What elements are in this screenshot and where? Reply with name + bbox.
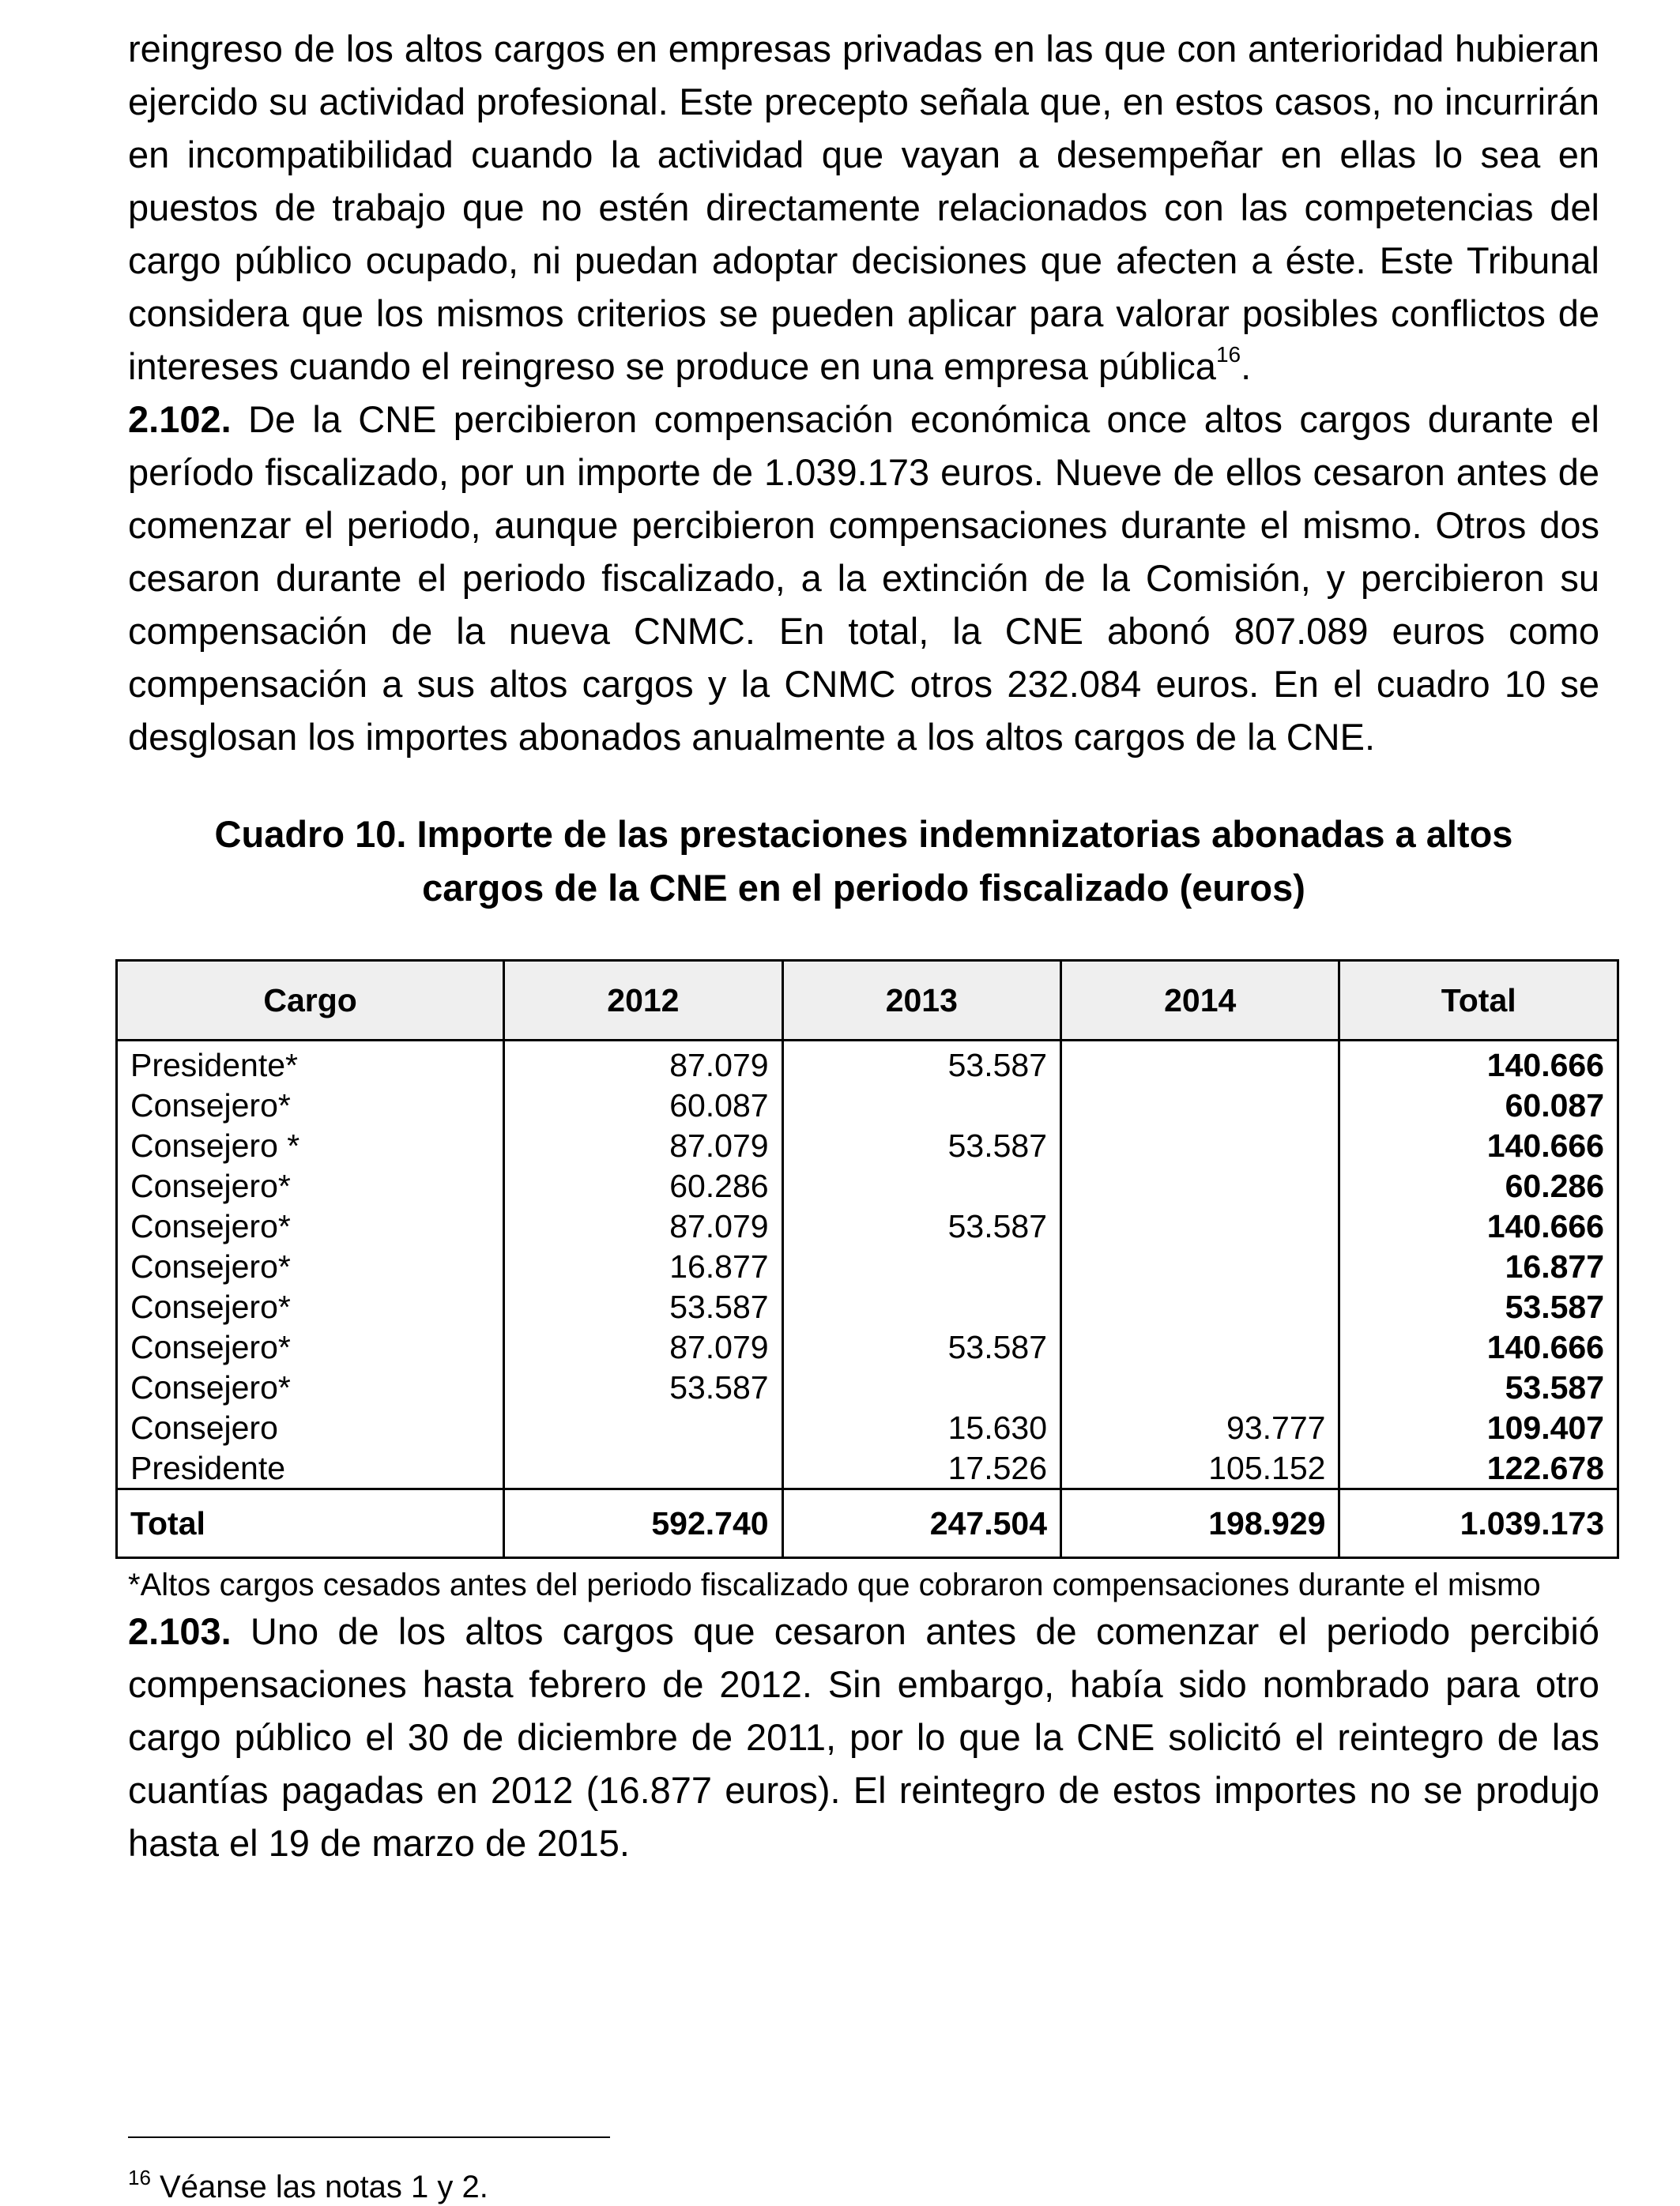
footnote-16: $^{16}$ Véanse las notas 1 y 2.	[128, 2166, 488, 2204]
header-2014: 2014	[1061, 961, 1339, 1041]
table-row: Consejero* 87.079 53.587 140.666	[117, 1206, 1618, 1246]
header-total: Total	[1339, 961, 1618, 1041]
paragraph-2-103: 2.103. Uno de los altos cargos que cesaron antes de comenzar el periodo percibió compensaciones hasta febrero de 2012. Sin embargo, había sido nombrado para otro cargo público el 30 de diciembre de 2011, por lo que la CNE solicitó el reintegro de las cuantías pagadas en 2012 (16.877 euros). El reintegro de estos importes no se produjo hasta el 19 de marzo de 2015.	[128, 1610, 1599, 1864]
table-row: Consejero* 53.587 53.587	[117, 1286, 1618, 1327]
header-2012: 2012	[504, 961, 782, 1041]
table-row: Consejero* 87.079 53.587 140.666	[117, 1327, 1618, 1367]
table-row: Consejero* 60.087 60.087	[117, 1085, 1618, 1125]
table-row: Presidente 17.526 105.152 122.678	[117, 1447, 1618, 1489]
document-page	[128, 22, 1604, 2204]
table-row: Presidente* 87.079 53.587 140.666	[117, 1041, 1618, 1086]
table-row: Consejero* 16.877 16.877	[117, 1246, 1618, 1286]
compensation-table	[115, 959, 1619, 1559]
paragraph-continuation: reingreso de los altos cargos en empresas privadas en las que con anterioridad hubieran ejercido su actividad profesional. Este precepto señala que, en estos casos, no incurrirán en incompatibilidad cuando la actividad que vayan a desempeñar en ellas lo sea en puestos de trabajo que no estén directamente relacionados con las competencias del cargo público ocupado, ni puedan adoptar decisiones que afecten a éste. Este Tribunal considera que los mismos criterios se pueden aplicar para valorar posibles conflictos de intereses cuando el reingreso se produce en una empresa pública$^{16}$.	[128, 28, 1599, 387]
paragraph-number: 2.103.	[128, 1610, 232, 1652]
table-row: Consejero* 60.286 60.286	[117, 1165, 1618, 1206]
table-caption: Cuadro 10. Importe de las prestaciones indemnizatorias abonadas a altos cargos de la CNE en el periodo fiscalizado (euros)	[214, 813, 1513, 909]
paragraph-2-102: 2.102. De la CNE percibieron compensación económica once altos cargos durante el período fiscalizado, por un importe de 1.039.173 euros. Nueve de ellos cesaron antes de comenzar el periodo, aunque percibieron compensaciones durante el mismo. Otros dos cesaron durante el periodo fiscalizado, a la extinción de la Comisión, y percibieron su compensación de la nueva CNMC. En total, la CNE abonó 807.089 euros como compensación a sus altos cargos y la CNMC otros 232.084 euros. En el cuadro 10 se desglosan los importes abonados anualmente a los altos cargos de la CNE.	[128, 398, 1599, 758]
table-row: Consejero * 87.079 53.587 140.666	[117, 1125, 1618, 1165]
table-header-row	[117, 961, 1618, 1041]
footnote-ref-16[interactable]: 16	[1215, 342, 1241, 367]
header-cargo: Cargo	[117, 961, 504, 1041]
table-total-row: Total 592.740 247.504 198.929 1.039.173	[117, 1489, 1618, 1558]
footnote-divider	[128, 2136, 610, 2138]
table-row: Consejero* 53.587 53.587	[117, 1367, 1618, 1407]
table-row: Consejero 15.630 93.777 109.407	[117, 1407, 1618, 1447]
paragraph-number: 2.102.	[128, 398, 232, 440]
table-note: *Altos cargos cesados antes del periodo fiscalizado que cobraron compensaciones durante el mismo	[128, 1568, 1541, 1602]
header-2013: 2013	[782, 961, 1060, 1041]
